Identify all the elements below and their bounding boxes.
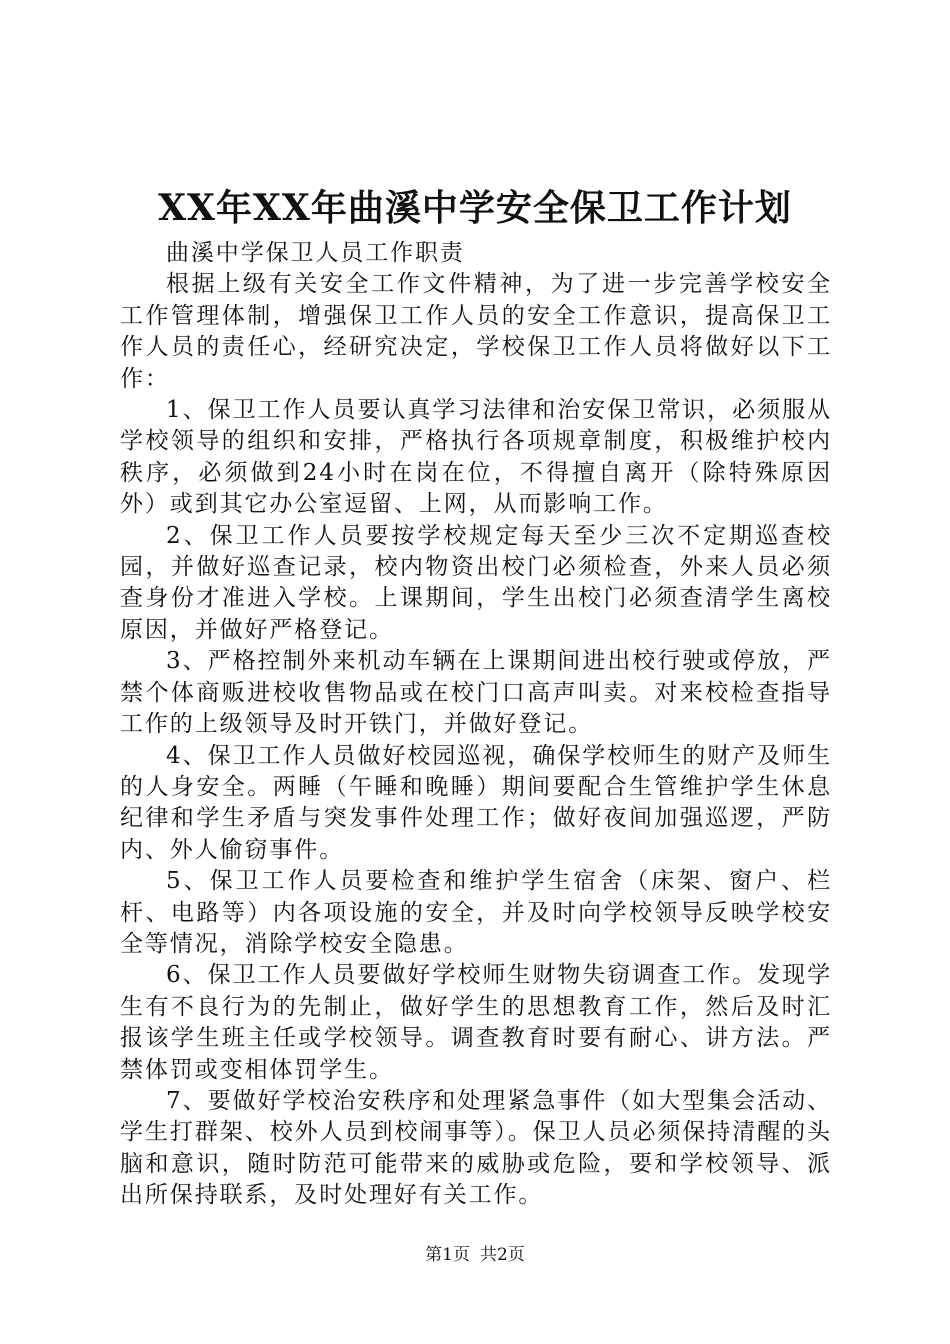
duty-item-3: 3、严格控制外来机动车辆在上课期间进出校行驶或停放，严禁个体商贩进校收售物品或在校门口高声叫卖。对来校检查指导工作的上级领导及时开铁门，并做好登记。 [120,648,832,738]
document-title: XX年XX年曲溪中学安全保卫工作计划 [158,187,792,229]
section-heading: 曲溪中学保卫人员工作职责 [166,240,465,266]
duty-item-1: 1、保卫工作人员要认真学习法律和治安保卫常识，必须服从学校领导的组织和安排，严格执行各项规章制度，积极维护校内秩序，必须做到24小时在岗在位，不得擅自离开（除特殊原因外）或到其它办公室逗留、上网，从而影响工作。 [120,397,832,518]
duty-item-4: 4、保卫工作人员做好校园巡视，确保学校师生的财产及师生的人身安全。两睡（午睡和晚睡）期间要配合生管维护学生休息纪律和学生矛盾与突发事件处理工作；做好夜间加强巡逻，严防内、外人偷窃事件。 [120,742,832,863]
duty-item-7: 7、要做好学校治安秩序和处理紧急事件（如大型集会活动、学生打群架、校外人员到校闹事等）。保卫人员必须保持清醒的头脑和意识，随时防范可能带来的威胁或危险，要和学校领导、派出所保持联系，及时处理好有关工作。 [120,1087,832,1209]
duty-item-2: 2、保卫工作人员要按学校规定每天至少三次不定期巡查校园，并做好巡查记录，校内物资出校门必须检查，外来人员必须查身份才准进入学校。上课期间，学生出校门必须查清学生离校原因，并做好严格登记。 [120,522,832,643]
intro-paragraph: 根据上级有关安全工作文件精神，为了进一步完善学校安全工作管理体制，增强保卫工作人员的安全工作意识，提高保卫工作人员的责任心，经研究决定，学校保卫工作人员将做好以下工作： [120,271,832,392]
page-number: 第1页 [425,1245,470,1265]
duty-item-5: 5、保卫工作人员要检查和维护学生宿舍（床架、窗户、栏杆、电路等）内各项设施的安全，并及时向学校领导反映学校安全等情况，消除学校安全隐患。 [120,868,832,957]
page-footer [0,1243,950,1267]
page-total: 共2页 [480,1245,525,1265]
duty-item-6: 6、保卫工作人员要做好学校师生财物失窃调查工作。发现学生有不良行为的先制止，做好学生的思想教育工作，然后及时汇报该学生班主任或学校领导。调查教育时要有耐心、讲方法。严禁体罚或变相体罚学生。 [120,962,832,1083]
document-body [120,238,832,1212]
